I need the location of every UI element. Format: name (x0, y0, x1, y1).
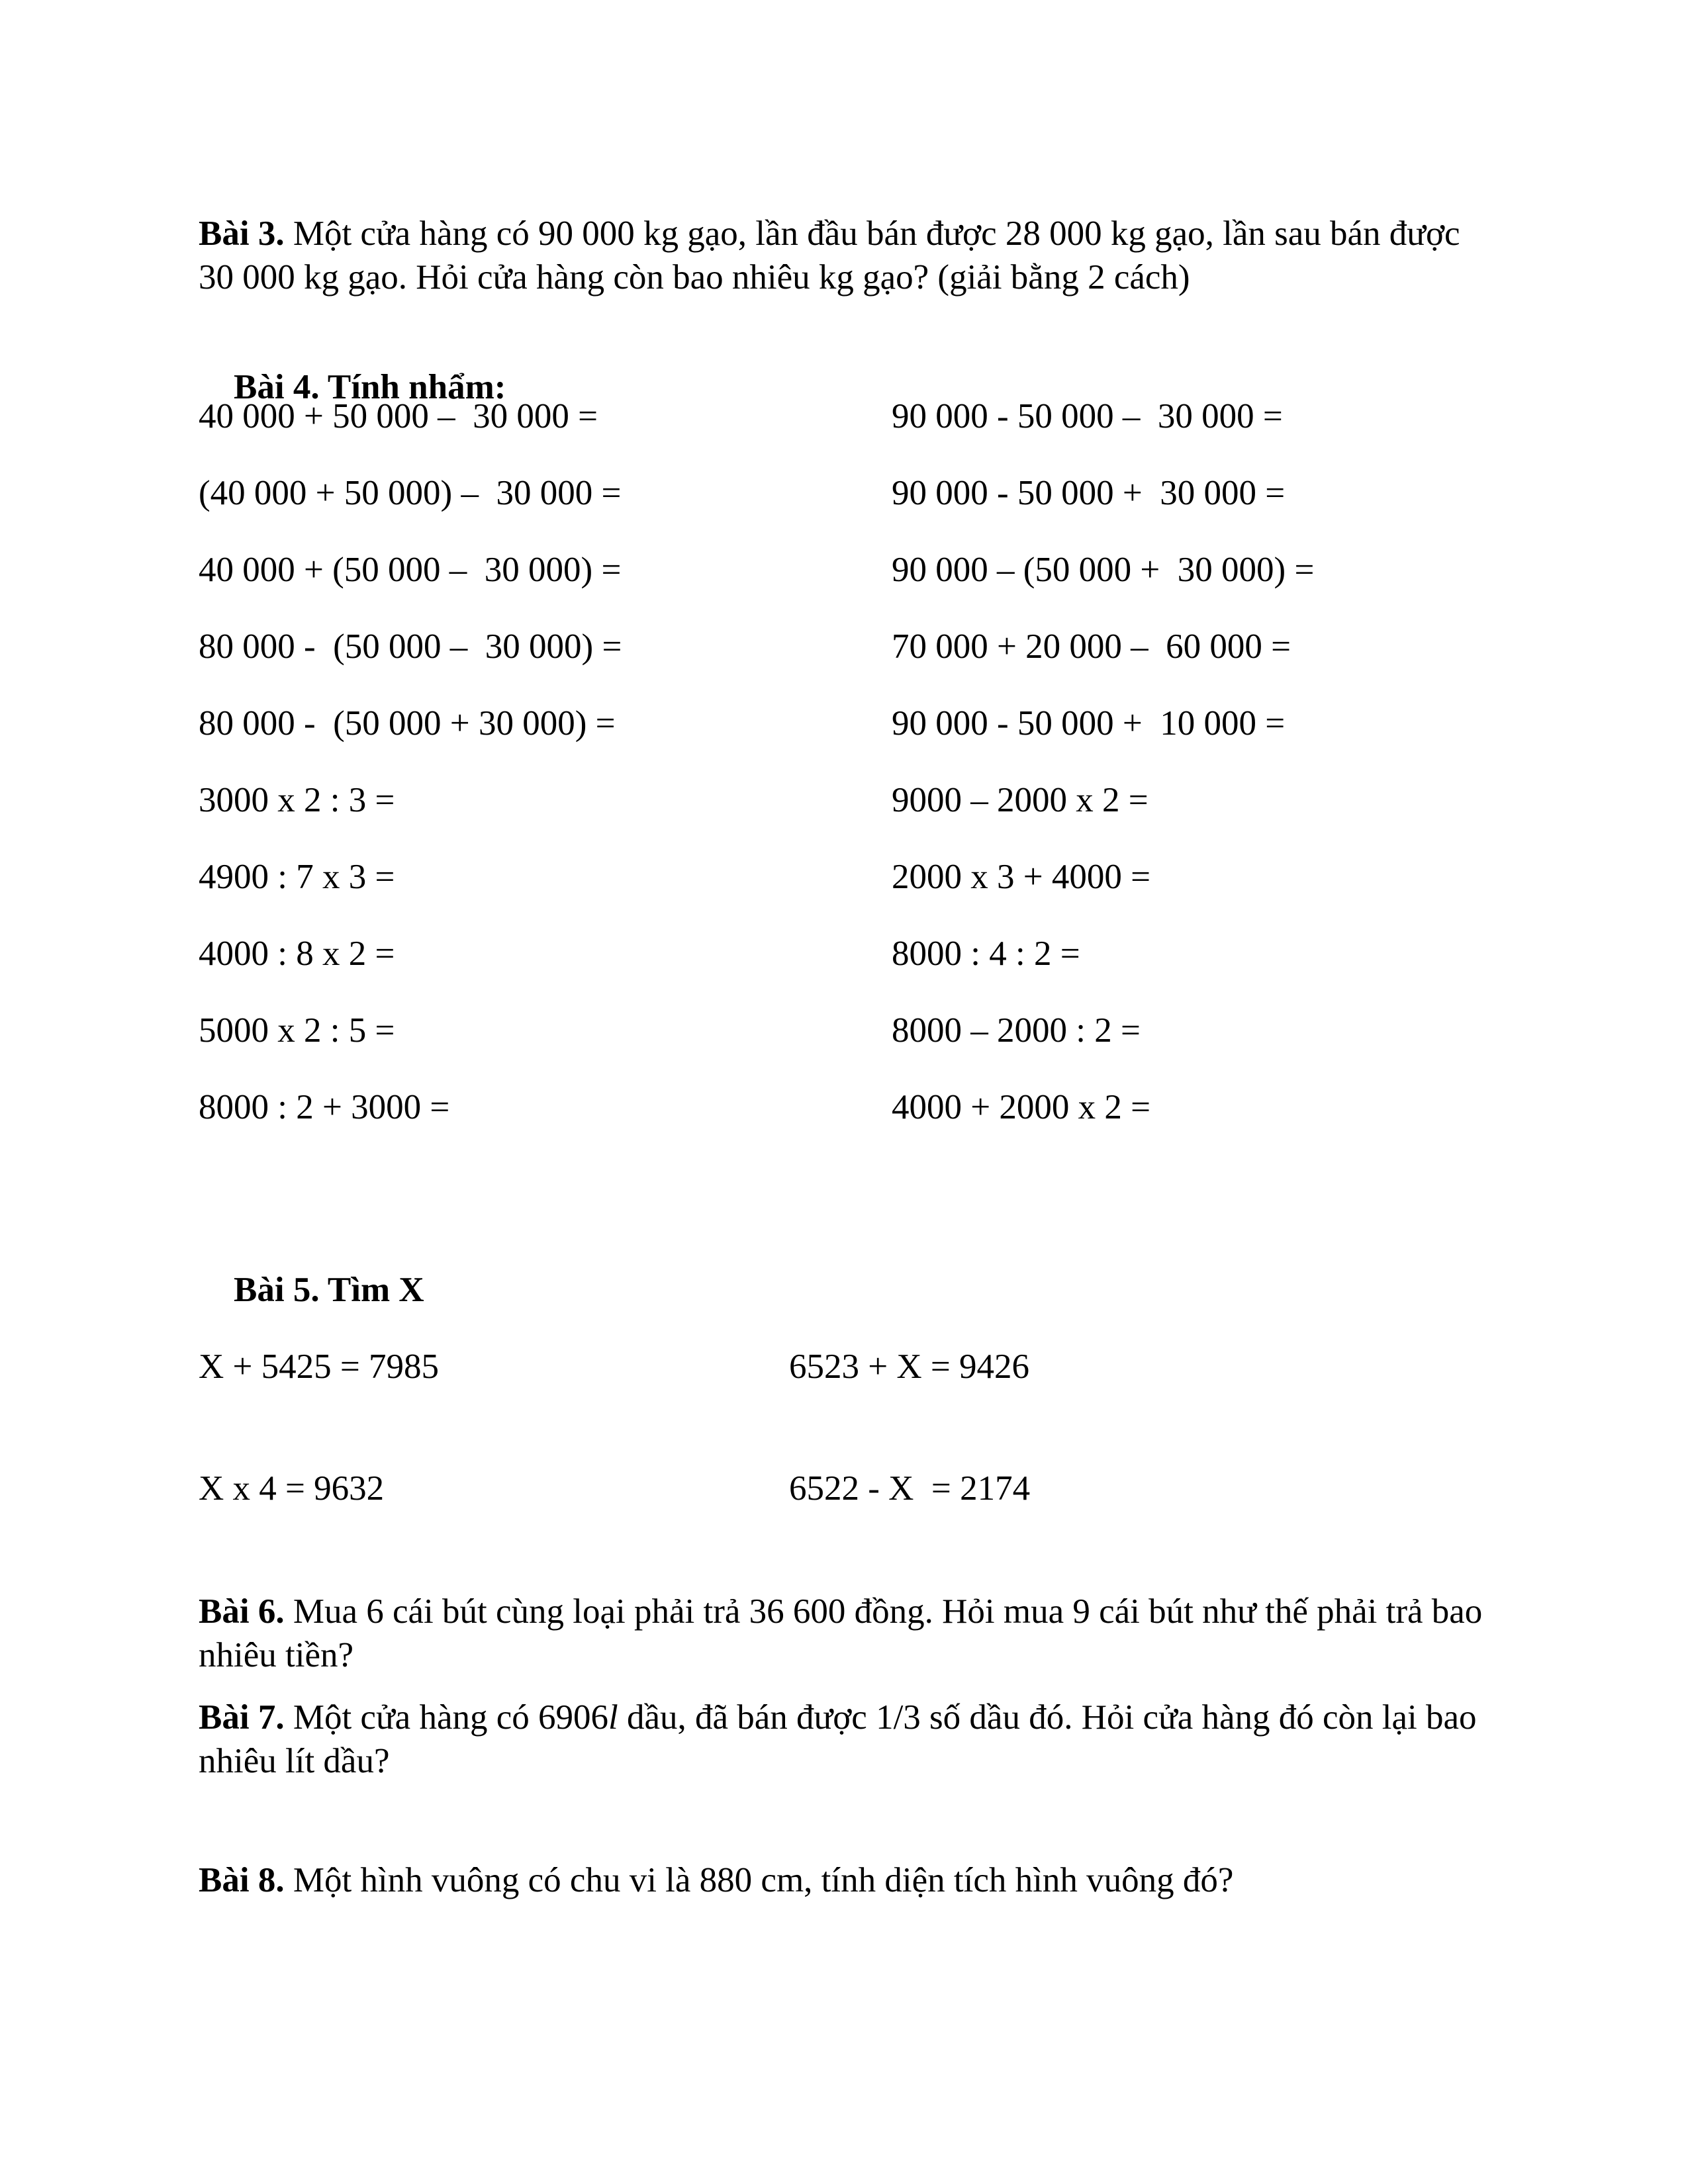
exercise-4-left-row-6: 3000 x 2 : 3 = (199, 781, 395, 819)
exercise-7 (199, 1696, 1496, 1783)
exercise-6 (199, 1590, 1496, 1677)
exercise-4-left-row-10: 8000 : 2 + 3000 = (199, 1088, 450, 1126)
exercise-5-left-row-2: X x 4 = 9632 (199, 1469, 385, 1508)
exercise-7-label: Bài 7. (199, 1698, 285, 1737)
exercise-5-right-row-1: 6523 + X = 9426 (789, 1347, 1030, 1386)
exercise-4-left-row-9: 5000 x 2 : 5 = (199, 1011, 395, 1050)
exercise-3 (199, 212, 1496, 299)
exercise-6-label: Bài 6. (199, 1592, 285, 1631)
exercise-4-left-row-2: (40 000 + 50 000) – 30 000 = (199, 474, 622, 512)
exercise-4-left-row-4: 80 000 - (50 000 – 30 000) = (199, 627, 622, 666)
exercise-3-label: Bài 3. (199, 214, 285, 253)
exercise-4-left-row-7: 4900 : 7 x 3 = (199, 858, 395, 896)
exercise-4-right-row-4: 70 000 + 20 000 – 60 000 = (892, 627, 1291, 666)
exercise-6-text: Mua 6 cái bút cùng loại phải trả 36 600 đồng. Hỏi mua 9 cái bút như thế phải trả bao nhiêu tiền? (199, 1592, 1483, 1674)
exercise-4-left-row-3: 40 000 + (50 000 – 30 000) = (199, 551, 622, 589)
exercise-5-right-row-2: 6522 - X = 2174 (789, 1469, 1031, 1508)
exercise-8-label: Bài 8. (199, 1861, 285, 1899)
exercise-7-text-after: dầu, đã bán được 1/3 số dầu đó. Hỏi cửa hàng đó còn lại bao nhiêu lít dầu? (199, 1698, 1477, 1780)
exercise-4-right-row-9: 8000 – 2000 : 2 = (892, 1011, 1141, 1050)
exercise-7-unit: l (608, 1698, 618, 1737)
exercise-4-right-row-5: 90 000 - 50 000 + 10 000 = (892, 704, 1286, 743)
exercise-8 (199, 1858, 1496, 1902)
exercise-4-right-row-10: 4000 + 2000 x 2 = (892, 1088, 1151, 1126)
exercise-4-right-row-6: 9000 – 2000 x 2 = (892, 781, 1149, 819)
exercise-4-right-row-7: 2000 x 3 + 4000 = (892, 858, 1151, 896)
exercise-3-text: Một cửa hàng có 90 000 kg gạo, lần đầu bán được 28 000 kg gạo, lần sau bán được 30 000 kg gạo. Hỏi cửa hàng còn bao nhiêu kg gạo? (giải bằng 2 cách) (199, 214, 1460, 296)
exercise-4-right-row-2: 90 000 - 50 000 + 30 000 = (892, 474, 1286, 512)
exercise-8-text: Một hình vuông có chu vi là 880 cm, tính diện tích hình vuông đó? (284, 1861, 1234, 1899)
exercise-4-right-row-8: 8000 : 4 : 2 = (892, 934, 1080, 973)
exercise-4-right-row-1: 90 000 - 50 000 – 30 000 = (892, 397, 1283, 435)
exercise-7-text-before: Một cửa hàng có 6906 (284, 1698, 608, 1737)
exercise-4-left-row-8: 4000 : 8 x 2 = (199, 934, 395, 973)
exercise-4-left-row-1: 40 000 + 50 000 – 30 000 = (199, 397, 598, 435)
exercise-4-title: Bài 4. Tính nhẩm: (234, 368, 506, 406)
exercise-4-left-row-5: 80 000 - (50 000 + 30 000) = (199, 704, 616, 743)
exercise-5-title: Bài 5. Tìm X (234, 1271, 424, 1309)
exercise-4-right-row-3: 90 000 – (50 000 + 30 000) = (892, 551, 1315, 589)
exercise-5-left-row-1: X + 5425 = 7985 (199, 1347, 440, 1386)
